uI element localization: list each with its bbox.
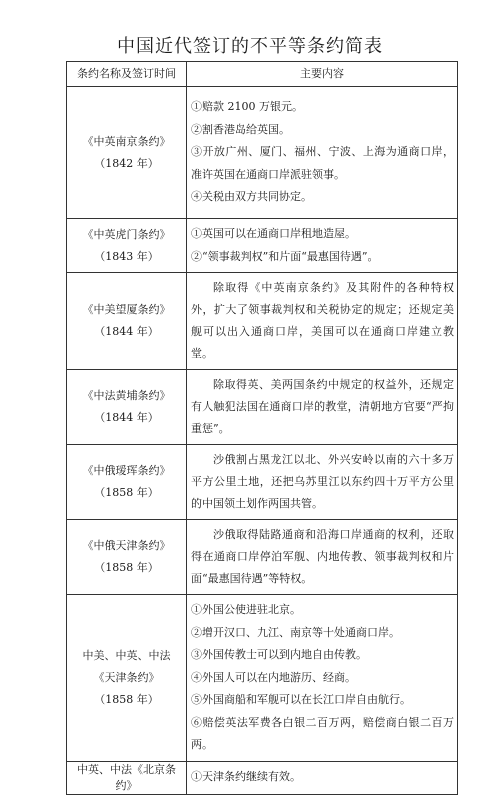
content-item: ②增开汉口、九江、南京等十处通商口岸。 [191,625,400,639]
treaty-name-line: 《中俄天津条约》 [82,539,171,552]
content-item: ③外国传教士可以到内地自由传教。 [191,648,367,661]
content-paragraph: 沙俄割占黑龙江以北、外兴安岭以南的六十多万平方公里土地，还把乌苏里江以东约四十万平方公里的中国领土划作两国共管。 [191,453,454,510]
content-item: ⑥赔偿英法军费各白银二百万两，赔偿商白银二百万两。 [191,715,454,751]
treaty-name-line: 《中法黄埔条约》 [82,389,171,402]
treaty-content-cell [187,761,458,794]
treaty-name-line: 中美、中英、中法 [82,648,171,662]
content-paragraph: 沙俄取得陆路通商和沿海口岸通商的权利，还取得在通商口岸停泊军舰、内地传教、领事裁判权和片面“最惠国待遇”等特权。 [191,528,454,585]
treaty-name-line: 《中英虎门条约》 [82,227,171,241]
header-main-content: 主要内容 [187,62,458,87]
content-item: ④外国人可以在内地游历、经商。 [191,670,356,684]
table-row [67,87,458,219]
table-row [67,761,458,794]
header-treaty-name: 条约名称及签订时间 [67,62,187,87]
table-row [67,273,458,370]
content-paragraph: 除取得《中英南京条约》及其附件的各种特权外，扩大了领事裁判权和关税协定的规定；还规定美舰可以出入通商口岸，美国可以在通商口岸建立教堂。 [191,281,454,360]
content-item: ②割香港岛给英国。 [191,122,290,136]
treaty-content-cell [187,219,458,273]
document-title: 中国近代签订的不平等条约简表 [117,36,383,57]
content-item: ①赔款 2100 万银元。 [191,100,303,114]
content-item: ①天津条约继续有效。 [191,770,301,784]
table-row [67,520,458,595]
treaty-content-cell [187,87,458,219]
table-row [67,595,458,762]
treaty-table [66,61,458,795]
treaty-name-cell [67,520,187,595]
content-item: ②“领事裁判权”和片面“最惠国待遇”。 [191,249,379,263]
treaty-name-line: 《天津条约》 [93,670,160,684]
treaty-content-cell [187,273,458,370]
treaty-name-line: 《中美望厦条约》 [82,303,171,316]
treaty-name-cell [67,445,187,520]
table-row [67,445,458,520]
treaty-content-cell [187,520,458,595]
treaty-name-cell [67,219,187,273]
table-header-row [67,62,458,87]
table-row [67,219,458,273]
treaty-name-line: 《中俄瑷珲条约》 [82,464,171,477]
treaty-name-line: 《中英南京条约》 [82,134,171,148]
treaty-name-cell [67,87,187,219]
treaty-content-cell [187,445,458,520]
treaty-name-cell [67,370,187,445]
treaty-name-line: （1858 年） [94,486,159,499]
treaty-name-cell [67,273,187,370]
treaty-name-line: （1858 年） [94,692,159,706]
treaty-name-line: （1843 年） [94,249,159,263]
treaty-name-line: （1842 年） [94,156,159,170]
content-item: ①外国公使进驻北京。 [191,603,301,616]
table-row [67,370,458,445]
content-paragraph: 除取得英、美两国条约中规定的权益外，还规定有人触犯法国在通商口岸的教堂，清朝地方官要“严拘重惩”。 [191,378,454,435]
treaty-name-line: 中英、中法《北京条约》 [77,762,176,792]
content-item: ③开放广州、厦门、福州、宁波、上海为通商口岸，准许英国在通商口岸派驻领事。 [191,145,454,181]
treaty-name-cell [67,761,187,794]
content-item: ①英国可以在通商口岸租地造屋。 [191,227,356,240]
content-item: ④关税由双方共同协定。 [191,190,312,204]
treaty-content-cell [187,370,458,445]
treaty-name-line: （1858 年） [94,561,159,574]
content-item: ⑤外国商船和军舰可以在长江口岸自由航行。 [191,693,411,706]
treaty-content-cell [187,595,458,762]
treaty-name-cell [67,595,187,762]
treaty-name-line: （1844 年） [94,411,159,424]
treaty-name-line: （1844 年） [94,325,159,338]
